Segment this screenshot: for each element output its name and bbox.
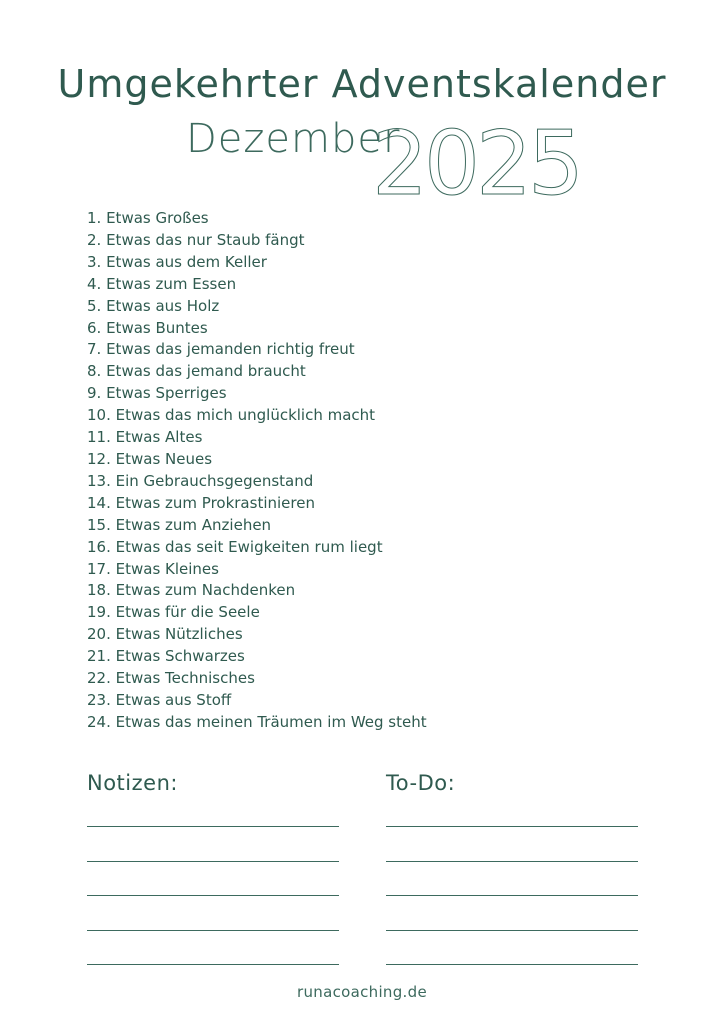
list-item: 11. Etwas Altes [87,428,203,447]
writing-line [386,861,638,862]
list-item: 12. Etwas Neues [87,449,213,468]
list-item: 6. Etwas Buntes [87,318,208,337]
calendar-list [87,208,427,734]
writing-line [386,826,638,827]
list-item: 7. Etwas das jemanden richtig freut [87,340,355,359]
list-item: 2. Etwas das nur Staub fängt [87,230,305,249]
list-item: 21. Etwas Schwarzes [87,647,245,666]
writing-line [87,861,339,862]
list-item: 18. Etwas zum Nachdenken [87,581,296,600]
list-item: 17. Etwas Kleines [87,559,219,578]
list-item: 4. Etwas zum Essen [87,274,237,293]
list-item: 20. Etwas Nützliches [87,625,243,644]
writing-line [87,826,339,827]
list-item: 9. Etwas Sperriges [87,384,227,403]
list-item: 15. Etwas zum Anziehen [87,515,272,534]
year-outline: 2025 [372,112,580,215]
writing-line [87,964,339,965]
list-item: 10. Etwas das mich unglücklich macht [87,406,376,425]
month-subtitle: Dezember [186,116,401,162]
notes-heading: Notizen: [87,771,178,795]
list-item: 16. Etwas das seit Ewigkeiten rum liegt [87,537,383,556]
list-item: 1. Etwas Großes [87,209,209,227]
writing-line [386,930,638,931]
writing-line [386,964,638,965]
writing-line [87,895,339,896]
list-item: 19. Etwas für die Seele [87,603,260,622]
notes-lines [87,826,339,999]
list-item: 23. Etwas aus Stoff [87,690,232,709]
todo-lines [386,826,638,999]
list-item: 24. Etwas das meinen Träumen im Weg steht [87,712,427,731]
list-item: 3. Etwas aus dem Keller [87,252,267,271]
list-item: 8. Etwas das jemand braucht [87,362,306,381]
list-item: 5. Etwas aus Holz [87,296,220,315]
writing-line [386,895,638,896]
todo-heading: To-Do: [386,771,456,795]
page-title: Umgekehrter Adventskalender [57,62,667,106]
writing-line [87,930,339,931]
list-item: 13. Ein Gebrauchsgegenstand [87,471,314,490]
list-item: 22. Etwas Technisches [87,669,255,688]
list-item: 14. Etwas zum Prokrastinieren [87,493,315,512]
footer-website: runacoaching.de [297,983,427,1001]
